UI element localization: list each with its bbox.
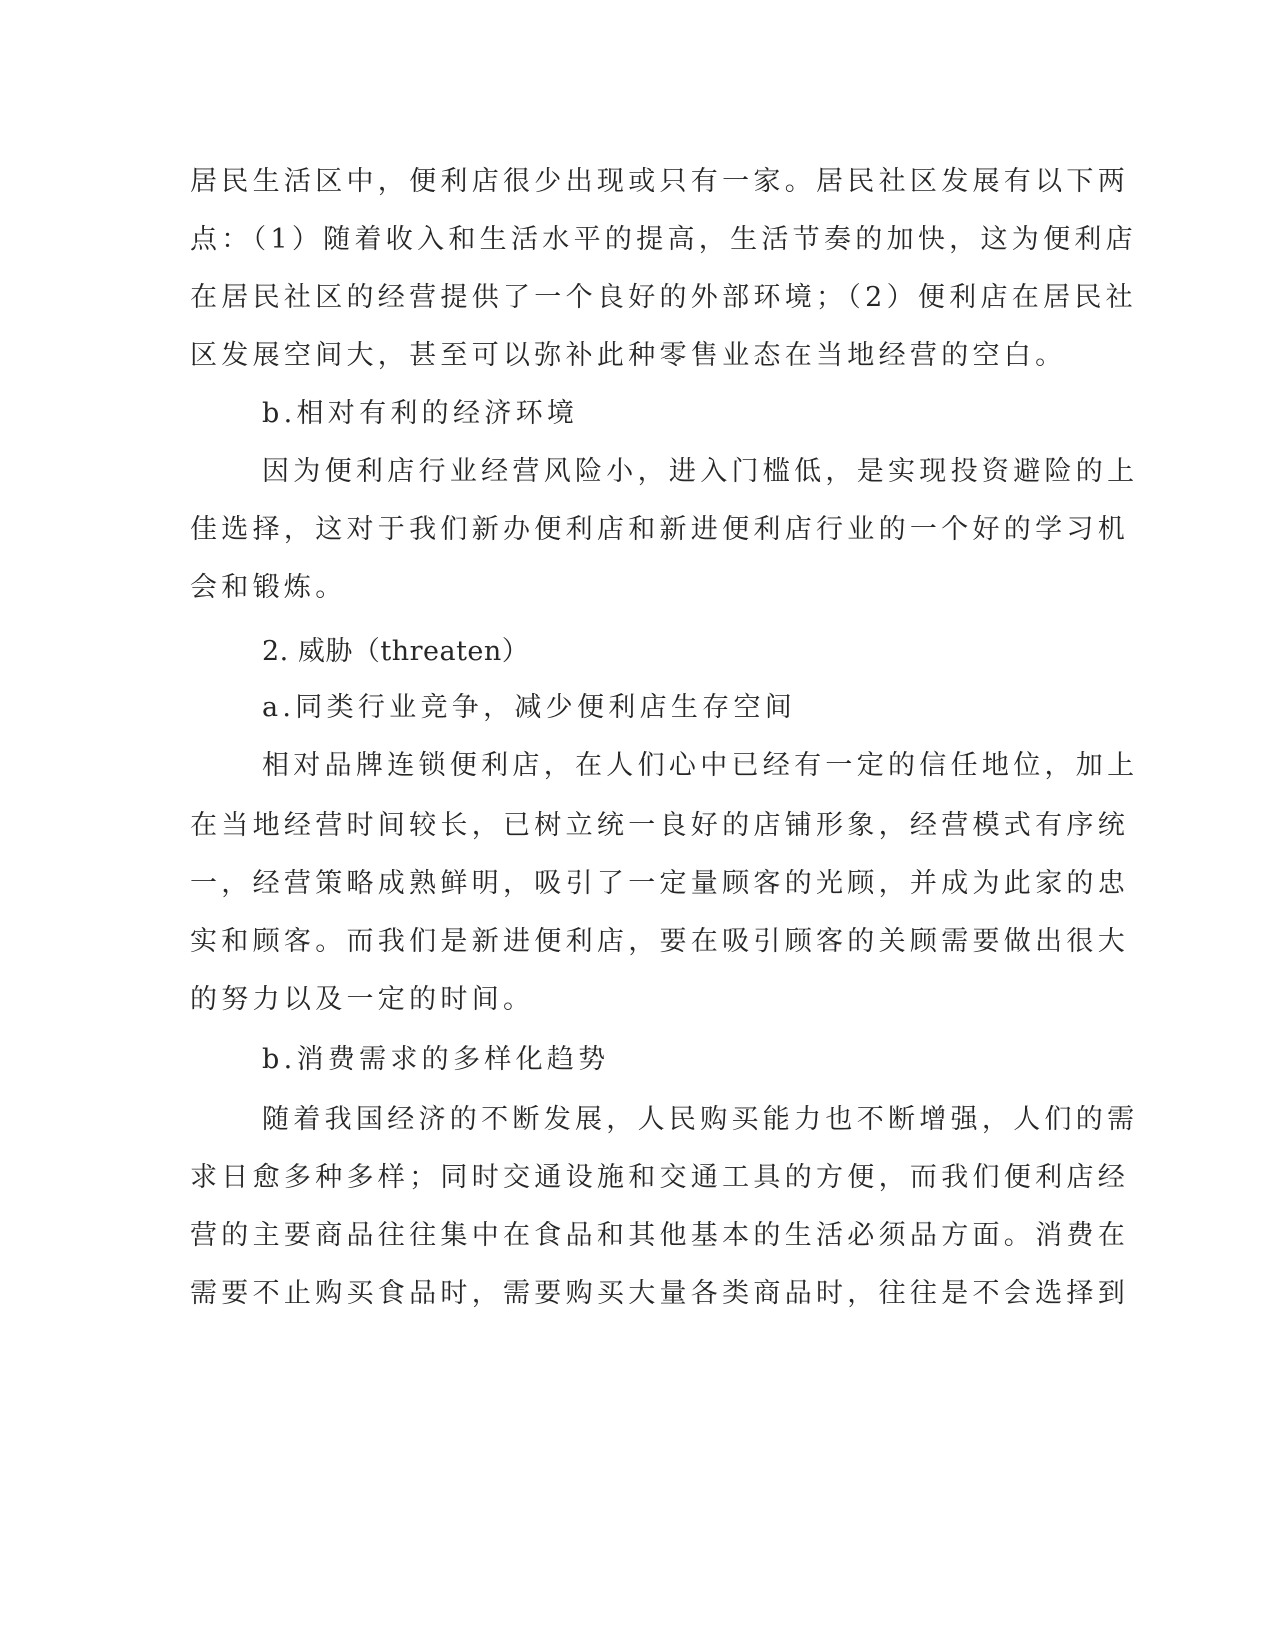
body-line-13: 一，经营策略成熟鲜明，吸引了一定量顾客的光顾，并成为此家的忠 [190, 868, 1129, 899]
body-line-20: 需要不止购买食品时，需要购买大量各类商品时，往往是不会选择到 [190, 1278, 1129, 1309]
body-line-11: 相对品牌连锁便利店，在人们心中已经有一定的信任地位，加上 [262, 750, 1139, 781]
body-line-14: 实和顾客。而我们是新进便利店，要在吸引顾客的关顾需要做出很大 [190, 926, 1129, 957]
body-line-2: 点：（1）随着收入和生活水平的提高，生活节奏的加快，这为便利店 [190, 224, 1137, 255]
body-line-17: 随着我国经济的不断发展，人民购买能力也不断增强，人们的需 [262, 1104, 1139, 1135]
body-line-3: 在居民社区的经营提供了一个良好的外部环境；（2）便利店在居民社 [190, 282, 1137, 313]
subheading-demand-diversity: b.消费需求的多样化趋势 [262, 1044, 610, 1075]
body-line-7: 佳选择，这对于我们新办便利店和新进便利店行业的一个好的学习机 [190, 514, 1129, 545]
body-line-8: 会和锻炼。 [190, 572, 347, 603]
body-line-12: 在当地经营时间较长，已树立统一良好的店铺形象，经营模式有序统 [190, 810, 1129, 841]
subheading-economic-environment: b.相对有利的经济环境 [262, 398, 579, 429]
body-line-6: 因为便利店行业经营风险小，进入门槛低，是实现投资避险的上 [262, 456, 1139, 487]
body-line-18: 求日愈多种多样；同时交通设施和交通工具的方便，而我们便利店经 [190, 1162, 1129, 1193]
subheading-competition: a.同类行业竞争，减少便利店生存空间 [262, 692, 797, 723]
body-line-19: 营的主要商品往往集中在食品和其他基本的生活必须品方面。消费在 [190, 1220, 1129, 1251]
body-line-15: 的努力以及一定的时间。 [190, 984, 535, 1015]
body-line-4: 区发展空间大，甚至可以弥补此种零售业态在当地经营的空白。 [190, 340, 1067, 371]
body-line-1: 居民生活区中，便利店很少出现或只有一家。居民社区发展有以下两 [190, 166, 1129, 197]
section-heading-threaten: 2. 威胁（threaten） [262, 636, 530, 667]
